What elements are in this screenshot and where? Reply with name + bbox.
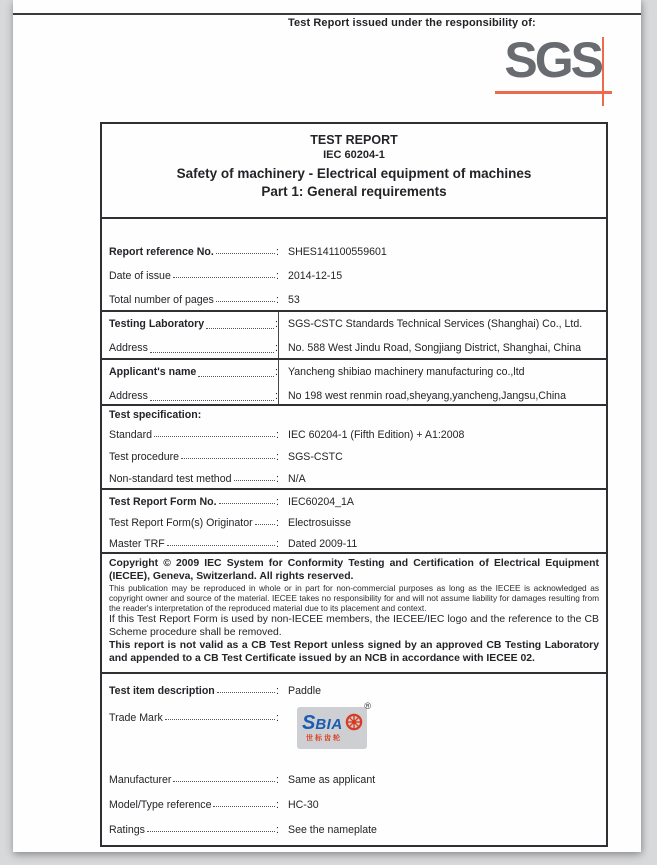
row-value: 53: [288, 294, 300, 306]
dotted-leader: [147, 831, 275, 832]
dotted-leader: [154, 436, 275, 437]
title-block: [102, 124, 606, 217]
sgs-logo: [453, 30, 613, 115]
dotted-leader: [255, 524, 275, 525]
row-value: Yancheng shibiao machinery manufacturing co.,ltd: [288, 366, 525, 378]
table-row: [102, 491, 606, 512]
row-value: HC-30: [288, 798, 319, 811]
section-copyright: [102, 552, 606, 672]
dotted-leader: [167, 545, 275, 546]
table-row: [102, 792, 606, 817]
row-value: 2014-12-15: [288, 270, 343, 282]
row-value: SGS-CSTC: [288, 451, 343, 463]
row-value: SHES141100559601: [288, 246, 387, 258]
dotted-leader: [198, 376, 274, 377]
dotted-leader: [173, 277, 275, 278]
row-label: Manufacturer: [109, 773, 172, 786]
row-label: Test item description: [109, 685, 215, 697]
row-label: Total number of pages: [109, 294, 214, 306]
row-label: Non-standard test method: [109, 473, 232, 485]
row-label: Model/Type reference: [109, 798, 212, 811]
table-row: [102, 533, 606, 552]
dotted-leader: [206, 328, 274, 329]
table-row: [102, 767, 606, 792]
standard-number: IEC 60204-1: [323, 149, 385, 161]
row-label: Report reference No.: [109, 246, 214, 258]
sgs-logo-horizontal-line: [495, 91, 612, 94]
row-label: Standard: [109, 429, 152, 441]
row-label: Trade Mark: [109, 712, 163, 724]
dotted-leader: [217, 692, 275, 693]
dotted-leader: [234, 480, 276, 481]
section-test-item: [102, 672, 606, 843]
table-row: [102, 703, 606, 761]
row-label: Address: [109, 390, 148, 402]
table-row: [102, 312, 606, 336]
dotted-leader: [216, 253, 275, 254]
dotted-leader: [150, 352, 274, 353]
section-test-specification: [102, 404, 606, 488]
table-row: [102, 264, 606, 288]
trademark-subtext: 世标齿轮: [306, 735, 342, 742]
copyright-fine-print: This publication may be reproduced in whole or in part for non-commercial purposes as long as the IECEE is acknowledged as copyright owner and source of the material. IECEE takes no responsibility for and will not assume liability for damages resulting from the reader's interpretation of the reproduced material due to its placement and context.: [109, 583, 599, 613]
dotted-leader: [216, 301, 275, 302]
standard-part: Part 1: General requirements: [261, 184, 447, 199]
copyright-note: If this Test Report Form is used by non-IECEE members, the IECEE/IEC logo and the reference to the CB Scheme procedure shall be removed.: [109, 614, 599, 638]
row-value: N/A: [288, 473, 306, 485]
row-value: Paddle: [288, 685, 321, 697]
table-row: [102, 360, 606, 384]
report-page: [13, 0, 641, 852]
row-label: Testing Laboratory: [109, 318, 205, 330]
report-title: TEST REPORT: [310, 133, 398, 147]
row-value: Electrosuisse: [288, 516, 351, 529]
registered-mark-icon: ®: [364, 701, 371, 711]
row-value: No 198 west renmin road,sheyang,yancheng,Jangsu,China: [288, 390, 566, 402]
copyright-validity-note: This report is not valid as a CB Test Report unless signed by an approved CB Testing Laboratory and appended to a CB Test Certificate issued by an NCB in accordance with IECEE 02.: [109, 640, 599, 664]
trademark-logo: [297, 701, 371, 749]
row-label: Test Report Form No.: [109, 495, 217, 508]
row-value: SGS-CSTC Standards Technical Services (Shanghai) Co., Ltd.: [288, 318, 583, 330]
row-label: Applicant's name: [109, 366, 197, 378]
page-top-rule: [13, 13, 641, 15]
copyright-statement: Copyright © 2009 IEC System for Conformity Testing and Certification of Electrical Equipment (IECEE), Geneva, Switzerland. All rights reserved.: [109, 558, 599, 582]
trademark-name: BIA: [315, 716, 343, 733]
row-label: Master TRF: [109, 537, 165, 550]
table-row: [102, 424, 606, 446]
table-row: [102, 336, 606, 358]
sgs-logo-vertical-line: [602, 37, 604, 106]
table-row: [102, 679, 606, 703]
dotted-leader: [173, 781, 275, 782]
section-report-reference: [102, 217, 606, 310]
sgs-logo-text: SGS: [504, 32, 601, 88]
row-label: Address: [109, 342, 148, 354]
table-row: [102, 240, 606, 264]
row-value: See the nameplate: [288, 823, 377, 836]
table-row: [102, 817, 606, 842]
table-row: [102, 384, 606, 404]
table-row: [102, 288, 606, 310]
dotted-leader: [219, 503, 276, 504]
row-value: IEC60204_1A: [288, 495, 354, 508]
section-applicant: [102, 358, 606, 404]
row-label: Test procedure: [109, 451, 180, 463]
section-header: Test specification:: [109, 409, 202, 421]
row-value: Dated 2009-11: [288, 537, 358, 550]
row-value: Same as applicant: [288, 773, 376, 786]
dotted-leader: [213, 806, 275, 807]
section-testing-laboratory: [102, 310, 606, 358]
row-label: Ratings: [109, 823, 145, 836]
table-row: [102, 512, 606, 533]
row-label: Test Report Form(s) Originator: [109, 516, 253, 529]
dotted-leader: [181, 458, 275, 459]
table-row: [102, 446, 606, 468]
header-note: Test Report issued under the responsibility of:: [288, 17, 536, 29]
trademark-box: [297, 707, 367, 749]
wheel-icon: [345, 713, 363, 731]
row-value: IEC 60204-1 (Fifth Edition) + A1:2008: [288, 429, 465, 441]
report-table: [100, 122, 608, 847]
trademark-initial: S: [302, 712, 316, 734]
row-value: [279, 703, 606, 749]
dotted-leader: [165, 719, 275, 720]
table-row: [102, 468, 606, 488]
section-report-form: [102, 488, 606, 552]
standard-name: Safety of machinery - Electrical equipment of machines: [176, 166, 532, 181]
row-value: No. 588 West Jindu Road, Songjiang District, Shanghai, China: [288, 342, 582, 354]
row-label: Date of issue: [109, 270, 171, 282]
dotted-leader: [150, 400, 274, 401]
